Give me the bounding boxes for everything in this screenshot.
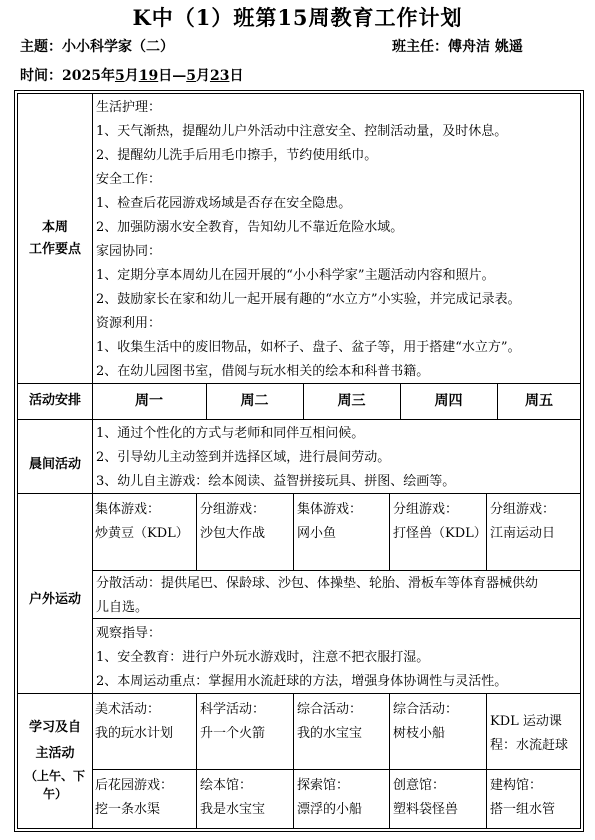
game-type: 分组游戏：	[490, 502, 556, 517]
morning-item: 2、引导幼儿主动签到并选择区域，进行晨间劳动。	[96, 450, 391, 465]
outdoor-observation	[96, 622, 507, 694]
time-line	[20, 65, 243, 85]
game-name: 江南运动日	[490, 526, 556, 541]
column-divider	[486, 693, 487, 829]
morning-label: 晨间活动	[28, 457, 81, 472]
time-nian: 年	[100, 68, 115, 84]
study-label-line: 学习及自	[28, 720, 81, 735]
study-monday-pm	[95, 774, 195, 822]
study-tuesday-pm	[200, 774, 292, 822]
observation-item: 1、安全教育：进行户外玩水游戏时，注意不把衣服打湿。	[96, 650, 430, 665]
weekly-point: 1、检查后花园游戏场域是否存在安全隐患。	[96, 196, 352, 211]
weekly-point: 1、收集生活中的废旧物品，如杯子、盘子、盆子等，用于搭建“水立方”。	[96, 340, 521, 355]
game-name: 炒黄豆（KDL）	[95, 526, 189, 541]
time-year: 2025	[62, 68, 101, 84]
outdoor-game-wednesday	[297, 498, 389, 546]
study-thursday-am	[393, 698, 485, 746]
teacher-value: 傅舟洁 姚遥	[448, 39, 523, 55]
day-wednesday: 周三	[337, 393, 366, 409]
activity-name: 树枝小船	[393, 726, 446, 741]
activity-name: 我的水宝宝	[297, 726, 363, 741]
weekly-points-label-line: 本周	[41, 220, 68, 235]
study-thursday-pm	[393, 774, 485, 822]
row-divider	[17, 419, 581, 420]
activity-name: 我的玩水计划	[95, 726, 174, 741]
activity-type: 绘本馆：	[200, 778, 253, 793]
game-type: 集体游戏：	[297, 502, 363, 517]
activity-type: KDL 运动课	[490, 714, 562, 729]
activity-name: 升一个火箭	[200, 726, 266, 741]
activity-name: 程：水流赶球	[490, 738, 569, 753]
column-divider	[389, 493, 390, 570]
activity-name: 漂浮的小船	[297, 802, 363, 817]
column-divider	[293, 693, 294, 829]
game-name: 沙包大作战	[200, 526, 266, 541]
game-name: 打怪兽（KDL）	[393, 526, 487, 541]
weekly-point: 2、提醒幼儿洗手后用毛巾擦手，节约使用纸巾。	[96, 148, 378, 163]
teacher-label: 班主任：	[392, 39, 448, 55]
study-label-line: 午）	[42, 787, 67, 801]
weekly-points-label-line: 工作要点	[28, 242, 81, 257]
theme-line	[20, 36, 174, 56]
schedule-label: 活动安排	[28, 393, 81, 408]
game-name: 网小鱼	[297, 526, 337, 541]
observation-heading: 观察指导：	[96, 626, 162, 641]
study-friday-am	[490, 710, 580, 758]
activity-type: 综合活动：	[297, 702, 363, 717]
activity-name: 塑料袋怪兽	[393, 802, 459, 817]
time-yue1: 月	[124, 68, 139, 84]
activity-type: 后花园游戏：	[95, 778, 174, 793]
study-wednesday-am	[297, 698, 389, 746]
outdoor-scatter-activity	[96, 572, 538, 620]
game-type: 分组游戏：	[200, 502, 266, 517]
study-wednesday-pm	[297, 774, 389, 822]
activity-type: 综合活动：	[393, 702, 459, 717]
page-title: K中（1）班第15周教育工作计划	[132, 5, 463, 30]
activity-name: 我是水宝宝	[200, 802, 266, 817]
weekly-point: 1、天气渐热，提醒幼儿户外活动中注意安全、控制活动量，及时休息。	[96, 124, 508, 139]
day-thursday: 周四	[434, 393, 463, 409]
outdoor-game-monday	[95, 498, 195, 546]
weekly-heading-home-school: 家园协同：	[96, 244, 162, 259]
activity-type: 建构馆：	[490, 778, 543, 793]
column-divider	[293, 493, 294, 570]
study-monday-am	[95, 698, 195, 746]
column-divider	[196, 493, 197, 570]
column-divider	[389, 693, 390, 829]
day-tuesday: 周二	[240, 393, 269, 409]
observation-item: 2、本周运动重点：掌握用水流赶球的方法，增强身体协调性与灵活性。	[96, 674, 508, 689]
outdoor-label: 户外运动	[28, 592, 81, 607]
theme-value: 小小科学家（二）	[62, 39, 174, 55]
study-tuesday-am	[200, 698, 292, 746]
study-label-line: 主活动	[35, 746, 75, 761]
weekly-heading-life-care: 生活护理：	[96, 100, 162, 115]
time-end-month: 5	[186, 68, 196, 84]
column-divider	[196, 693, 197, 829]
outdoor-game-thursday	[393, 498, 485, 546]
day-monday: 周一	[135, 393, 163, 409]
weekly-point: 2、在幼儿园图书室，借阅与玩水相关的绘本和科普书籍。	[96, 364, 430, 379]
scatter-line: 儿自选。	[96, 600, 149, 615]
weekly-point: 2、鼓励家长在家和幼儿一起开展有趣的“水立方”小实验，并完成记录表。	[96, 292, 521, 307]
activity-type: 美术活动：	[95, 702, 161, 717]
row-divider	[92, 769, 581, 770]
weekly-heading-resources: 资源利用：	[96, 316, 162, 331]
time-label: 时间：	[20, 68, 62, 84]
outdoor-game-tuesday	[200, 498, 292, 546]
activity-type: 科学活动：	[200, 702, 266, 717]
time-ri1: 日—	[158, 68, 187, 84]
teacher-line	[392, 36, 523, 56]
weekly-points-label	[18, 217, 92, 261]
study-label-line: （上午、下	[24, 769, 85, 783]
day-friday: 周五	[525, 393, 553, 409]
weekly-points-text	[96, 96, 521, 384]
time-end-day: 23	[209, 68, 230, 84]
row-divider	[92, 570, 581, 571]
activity-type: 探索馆：	[297, 778, 350, 793]
time-start-month: 5	[114, 68, 125, 84]
label-column-divider	[92, 93, 93, 829]
game-type: 分组游戏：	[393, 502, 459, 517]
morning-item: 3、幼儿自主游戏：绘本阅读、益智拼接玩具、拼图、绘画等。	[96, 474, 456, 489]
study-label	[18, 715, 92, 803]
time-ri2: 日	[229, 68, 244, 84]
activity-type: 创意馆：	[393, 778, 446, 793]
activity-name: 挖一条水渠	[95, 802, 161, 817]
weekly-heading-safety: 安全工作：	[96, 172, 162, 187]
morning-text	[96, 422, 455, 494]
activity-name: 搭一组水管	[490, 802, 556, 817]
weekly-point: 1、定期分享本周幼儿在园开展的“小小科学家”主题活动内容和照片。	[96, 268, 495, 283]
weekly-point: 2、加强防溺水安全教育，告知幼儿不靠近危险水域。	[96, 220, 404, 235]
game-type: 集体游戏：	[95, 502, 161, 517]
morning-item: 1、通过个性化的方式与老师和同伴互相问候。	[96, 426, 365, 441]
study-friday-pm	[490, 774, 580, 822]
time-yue2: 月	[195, 68, 210, 84]
outdoor-game-friday	[490, 498, 580, 546]
theme-label: 主题：	[20, 39, 62, 55]
time-start-day: 19	[138, 68, 159, 84]
scatter-line: 分散活动：提供尾巴、保龄球、沙包、体操垫、轮胎、滑板车等体育器械供幼	[96, 576, 539, 591]
